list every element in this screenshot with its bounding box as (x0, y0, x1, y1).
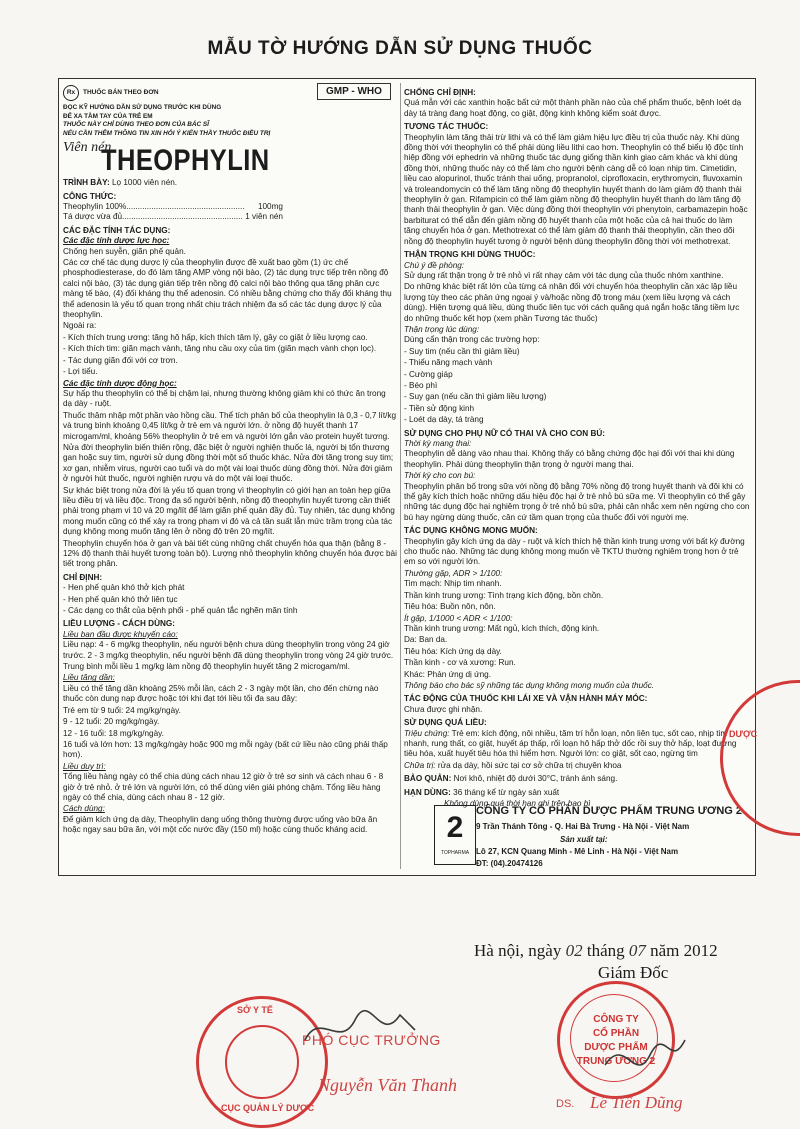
paragraph: rửa dạ dày, hồi sức tại cơ sở chữa trị chuyên khoa (435, 760, 622, 770)
paragraph: Trẻ em: kích động, nôi nhiều, tăm trí hỗn loạn, nôn liên tục, sốt cao, nhịp tim nhanh, rung thất, co giật, huyết áp thấp, rối loạn hô hấp thở dốc rồi suy thở hấp, loạt đường tiêu hóa, xuất huyết tiêu hóa thì hiểm hơn. Người lớn: co giật, sốt cao, ngừng tim (404, 728, 737, 759)
paragraph: 16 tuổi và lớn hơn: 13 mg/kg/ngày hoặc 900 mg mỗi ngày (bất cứ liều nào cũng phải thấp hơn). (63, 739, 388, 760)
paragraph: Để giảm kích ứng dạ dày, Theophylin dạng uống thông thường được uống vào bữa ăn hoặc ngay sau bữa ăn, với một cốc nước đầy (150 ml) hoặc cùng thuốc kháng acid. (63, 814, 378, 835)
paragraph: Theophylin dễ dàng vào nhau thai. Không thấy có bằng chứng độc hại đối với thai khi dùng theophylin. Phải dùng theophylin thận trọng ở người mang thai. (404, 449, 735, 469)
list-item: Thần kinh trung ương: Tình trạng kích động, bồn chồn. (404, 590, 604, 600)
company-phone: ĐT: (04).20474126 (476, 859, 543, 868)
list-item: Thần kinh - cơ và xương: Run. (404, 658, 516, 668)
factory-address: Lô 27, KCN Quang Minh - Mê Linh - Hà Nội - Việt Nam (476, 847, 679, 856)
subheading: Thận trọng lúc dùng: (404, 324, 480, 334)
date-day: 02 (565, 941, 583, 960)
han-dung-note: Không dùng quá thời hạn ghi trên bao bì (444, 799, 591, 808)
label: Triệu chứng: (404, 728, 450, 738)
paragraph: Theophylin chuyển hóa ở gan và bài tiết cùng những chất chuyển hóa qua thận (bằng 8 - 12% độ thanh thải huyết tương toàn bộ). Lượng nhỏ theophylin không chuyển hóa được bài tiết trong phân. (63, 538, 397, 569)
stamp-emblem (225, 1025, 299, 1099)
left-column (63, 85, 397, 837)
ingredient-row (63, 202, 283, 212)
stamp-text-bottom: CỤC QUẢN LÝ DƯỢC (221, 1103, 315, 1113)
list-item: - Béo phì (404, 380, 438, 390)
director-signature (600, 1030, 690, 1090)
month-label: tháng (586, 941, 625, 960)
date-month: 07 (628, 941, 646, 960)
chi-dinh-heading: CHỈ ĐỊNH: (63, 572, 103, 582)
paragraph: 9 - 12 tuổi: 20 mg/kg/ngày. (63, 717, 160, 727)
paragraph: Chưa được ghi nhận. (404, 704, 483, 714)
subheading: Liều ban đầu được khuyến cáo: (63, 629, 178, 639)
lieu-luong-heading: LIỀU LƯỢNG - CÁCH DÙNG: (63, 619, 176, 629)
ingredient-name: Theophylin 100%.................................................... (63, 202, 245, 211)
paragraph: Sử dụng rất thận trọng ở trẻ nhỏ vì rất nhạy cảm với tác dụng của thuốc nhóm xanthine. (404, 270, 724, 280)
deputy-title: PHÓ CỤC TRƯỞNG (302, 1032, 441, 1048)
paragraph: Quá mẫn với các xanthin hoặc bất cứ một thành phần nào của chế phẩm thuốc, bệnh loét dạ dày tá tràng đang hoạt động, co giật, động kinh không kiểm soát được. (404, 98, 742, 118)
warnings (63, 104, 397, 138)
paragraph: Sự khác biệt trong nửa đời là yếu tố quan trọng vì theophylin có giới hạn an toàn hẹp giữa liều điều trị và liều độc. Trong đa số người bệnh, nồng độ theophylin huyết tương cần thiết phải trong phạm vi 10 và 20 mg/lít để làm giãn phế quản đầy đủ. Tuy nhiên, tác dụng không mong muốn cũng có thể xảy ra trong phạm vi đó và cả tần suất lẫn mức trầm trọng của tác dụng không mong muốn tăng lên ở nồng độ trên 20 mg/lít. (63, 485, 395, 537)
page-title: MẪU TỜ HƯỚNG DẪN SỬ DỤNG THUỐC (207, 38, 593, 59)
paragraph: - Kích thích tim: giãn mạch vành, tăng nhu cầu oxy của tim (giãn mạch vành chọn lọc). (63, 344, 377, 354)
trinh-bay-text: Lọ 1000 viên nén. (109, 178, 178, 188)
subheading: Liều duy trì: (63, 761, 106, 771)
paragraph: Các cơ chế tác dụng dược lý của theophylin được đề xuất bao gồm (1) ức chế phosphodiesterase, do đó làm tăng AMP vòng nội bào, (2) tác dụng trực tiếp trên nồng độ calci nội bào, (3) tác dụng gián tiếp trên nồng độ calci nội bào thông qua tăng phân cực màng tế bào, (4) đối kháng thụ thể adenosin. Có nhiều bằng chứng cho thấy đối kháng thụ thể adenosin là yếu tố quan trọng nhất chịu trách nhiệm đa số các tác dụng dược lý của theophylin. (63, 258, 392, 320)
stamp-line: TRUNG ƯƠNG 2 (576, 1056, 656, 1067)
list-item: Khác: Phản ứng dị ứng. (404, 669, 491, 679)
subheading: Chú ý đề phòng: (404, 260, 465, 270)
ingredient-name: Tá dược vừa đủ..................................................... (63, 212, 243, 222)
logo-number: 2 (446, 811, 464, 844)
company-name: CÔNG TY CỔ PHẦN DƯỢC PHẨM TRUNG ƯƠNG 2 (476, 805, 742, 817)
product-name: THEOPHYLIN (101, 143, 270, 177)
han-dung-label: HẠN DÙNG: (404, 787, 451, 797)
tuong-tac-heading: TƯƠNG TÁC THUỐC: (404, 122, 489, 132)
paragraph: - Kích thích trung ương: tăng hô hấp, kích thích tâm lý, gây co giật ở liều lượng cao. (63, 332, 368, 342)
paragraph: Do những khác biệt rất lớn của từng cá nhân đối với chuyển hóa theophylin cần xác lập liều lượng tùy theo các phản ứng ngoại ý và/hoặc nồng độ trong máu (xem liều lượng và cách dùng). Hiện tượng quá liều, dùng thuốc liên tục với cách quãng quá ngắn hoặc tăng tiềm lực do những thuốc kết hợp (xem phần Tương tác thuốc) (404, 282, 740, 323)
warning-4: NẾU CẦN THÊM THÔNG TIN XIN HỎI Ý KIẾN THẦY THUỐC ĐIỀU TRỊ (63, 129, 271, 137)
subheading: Thời kỳ mang thai: (404, 439, 472, 448)
paragraph: Sự hấp thu theophylin có thể bị chậm lại, nhưng thường không giảm khi có thức ăn trong dạ dày - ruột. (63, 388, 386, 409)
director-prefix: DS. (556, 1098, 575, 1110)
paragraph: Trẻ em từ 9 tuổi: 24 mg/kg/ngày. (63, 705, 181, 715)
subheading: Cách dùng: (63, 804, 105, 814)
company-address: 9 Trần Thánh Tông - Q. Hai Bà Trưng - Hà Nội - Việt Nam (476, 822, 690, 831)
paragraph: Thuốc thâm nhập một phần vào hồng cầu. Thể tích phân bố của theophylin là 0,3 - 0,7 lít/kg và trung bình khoảng 0,45 lít/kg ở trẻ em và người lớn. ở nồng độ huyết thanh 17 microgam/ml, khoảng 56% theophylin ở trẻ em và người lớn gắn vào protein huyết tương. (63, 410, 397, 441)
paragraph: Theophylin gây kích ứng dạ dày - ruột và kích thích hệ thần kinh trung ương với bất kỳ đường cho thuốc nào. Những tác dụng không mong muốn về TKTU thường nghiêm trọng hơn ở trẻ em so với người lớn. (404, 536, 745, 567)
list-item: - Các dạng co thắt của bệnh phổi - phế quản tắc nghẽn mãn tính (63, 606, 298, 616)
rx-label: THUỐC BÁN THEO ĐƠN (83, 88, 159, 96)
ingredient-value: 100mg (257, 202, 283, 211)
sign-date (474, 941, 718, 961)
khong-mong-muon-heading: TÁC DỤNG KHÔNG MONG MUỐN: (404, 526, 538, 536)
list-item: - Suy gan (nếu cần thì giảm liều lượng) (404, 392, 547, 402)
list-item: - Hen phế quản khó thở liên tục (63, 594, 178, 604)
paragraph: Ngoài ra: (63, 321, 97, 331)
subheading: Liều tăng dần: (63, 673, 115, 683)
list-item: Tiêu hóa: Buồn nôn, nôn. (404, 602, 496, 612)
subheading: Thường gặp, ADR > 1/100: (404, 568, 503, 578)
stamp-line: CÔNG TY (593, 1014, 639, 1025)
warning-3: THUỐC NÀY CHỈ DÙNG THEO ĐƠN CỦA BÁC SĨ (63, 121, 209, 129)
rx-icon: Rx (63, 85, 79, 101)
deputy-signature (300, 1000, 420, 1060)
trinh-bay-label: TRÌNH BÀY: (63, 178, 110, 188)
deputy-name: Nguyễn Văn Thanh (318, 1075, 457, 1095)
subheading: Ít gặp, 1/1000 < ADR < 1/100: (404, 613, 513, 623)
director-name: Lê Tiến Dũng (590, 1093, 683, 1112)
paragraph: Trung bình mỗi liều 1 mg/kg làm nồng độ theophylin huyết tăng 2 microgam/ml. (63, 662, 350, 672)
year-label: năm 2012 (650, 941, 718, 960)
label: Chữa trị: (404, 760, 436, 770)
warning-1: ĐỌC KỸ HƯỚNG DẪN SỬ DỤNG TRƯỚC KHI DÙNG (63, 104, 222, 111)
made-at-label: Sản xuất tại: (560, 835, 608, 844)
duoc-luc-subheading: Các đặc tính dược lực học: (63, 236, 170, 246)
paragraph: Theophylin làm tăng thải trừ lithi và có thể làm giảm hiệu lực điều trị của thuốc này. Khi dùng đồng thời với theophylin có thể phải dùng liều lithi cao hơn. Theophylin có thể biểu lộ độc tính hiệp đồng với ephedrin và những thuốc tác dụng giống thần kinh giao cảm khác và khi dùng đồng thời, những thuốc này có thể làm cho người bệnh càng dễ có loạn nhịp tim. Cimetidin, liều cao alopurinol, thuốc tránh thai uống, propranolol, ciprofloxacin, erythromycin, fluvoxamin và troleandomycin có thể làm tăng nồng độ theophylin huyết thanh do làm giảm độ thanh thải theophylin ở gan. Rifampicin có thể làm giảm nồng độ theophylin huyết thanh do làm tăng độ thanh thải theophylin ở gan. Việc dùng đồng thời theophylin với phenytoin, carbamazepin hoặc barbiturat có thể dẫn đến giảm nồng độ huyết thanh của một hoặc của cả hai thuốc do làm tăng chuyển hóa ở gan. Methotrexat có thể làm giảm độ thanh thải theophylin, cần theo dõi nồng độ theophylin huyết tương ở người bệnh dùng theophylin đồng thời với methotrexat. (404, 132, 748, 246)
stamp-line: DƯỢC PHẨM (584, 1042, 648, 1053)
paragraph: - Lợi tiểu. (63, 367, 98, 377)
duoc-dong-subheading: Các đặc tính dược động học: (63, 378, 177, 388)
ingredient-row (63, 212, 283, 222)
lai-xe-heading: TÁC ĐỘNG CỦA THUỐC KHI LÁI XE VÀ VẬN HÀNH MÁY MÓC: (404, 694, 648, 704)
list-item: Da: Ban da. (404, 635, 448, 645)
list-item: - Loét dạ dày, tá tràng (404, 415, 484, 425)
list-item: - Cường giáp (404, 369, 453, 379)
paragraph: Liều có thể tăng dần khoảng 25% mỗi lần, cách 2 - 3 ngày một lần, cho đến chừng nào thuốc còn dung nạp được hoặc tới khi đạt tới liều tối đa sau đây: (63, 683, 379, 704)
list-item: - Tiền sử động kinh (404, 403, 475, 413)
list-item: - Thiểu năng mạch vành (404, 358, 493, 368)
paragraph: Chống hen suyễn, giãn phế quản. (63, 246, 186, 256)
paragraph: 12 - 16 tuổi: 18 mg/kg/ngày. (63, 728, 164, 738)
paragraph: Liều nạp: 4 - 6 mg/kg theophylin, nếu người bệnh chưa dùng theophylin trong vòng 24 giờ trước. 2 - 3 mg/kg theophylin, nếu người bệnh đã dùng theophylin trong vòng 24 giờ trước. (63, 640, 394, 660)
dac-tinh-heading: CÁC ĐẶC TÍNH TÁC DỤNG: (63, 225, 171, 235)
right-column (404, 85, 750, 810)
list-item: Thần kinh trung ương: Mất ngủ, kích thích, động kinh. (404, 623, 600, 633)
gmp-badge: GMP - WHO (317, 83, 391, 100)
han-dung-text: 36 tháng kể từ ngày sản xuất (450, 787, 560, 797)
phu-nu-heading: SỬ DỤNG CHO PHỤ NỮ CÓ THAI VÀ CHO CON BÚ: (404, 428, 605, 438)
date-prefix: Hà nội, ngày (474, 941, 562, 960)
list-item: - Suy tim (nếu cần thì giảm liều) (404, 346, 520, 356)
director-title: Giám Đốc (598, 963, 669, 982)
column-divider (400, 83, 401, 869)
cong-thuc-heading: CÔNG THỨC: (63, 191, 117, 201)
chong-chi-dinh-heading: CHỐNG CHỈ ĐỊNH: (404, 88, 476, 97)
list-item: - Hen phế quản khó thở kịch phát (63, 583, 185, 593)
ingredient-value: 1 viên nén (245, 212, 283, 222)
list-item: Tiêu hóa: Kích ứng dạ dày. (404, 646, 502, 656)
qua-lieu-heading: SỬ DỤNG QUÁ LIỀU: (404, 718, 487, 728)
edge-stamp-text: DƯỢC (729, 729, 758, 739)
paragraph: - Tác dụng giãn đối với cơ trơn. (63, 355, 178, 365)
list-item: Tim mạch: Nhịp tim nhanh. (404, 579, 502, 589)
leaflet-box (58, 78, 756, 876)
subheading: Thời kỳ cho con bú: (404, 471, 476, 481)
bao-quan-text: Nơi khô, nhiệt độ dưới 30°C, tránh ánh sáng. (451, 774, 618, 784)
paragraph: Tổng liều hàng ngày có thể chia dùng cách nhau 12 giờ ở trẻ sơ sinh và cách nhau 6 - 8 giờ ở trẻ nhỏ. ở trẻ lớn và người lớn, có thể dùng viên giải phóng chậm. Tổng liều hàng ngày có thể chia, dùng cách nhau 8 - 12 giờ. (63, 772, 384, 802)
paragraph: Nửa đời theophylin biến thiên rộng, đặc biệt ở người nghiện thuốc lá, người bị tổn thương gan hoặc suy tim, người sử dụng đồng thời một số thuốc khác. Nửa đời tăng trong suy tim; xơ gan, nhiễm virus, người cao tuổi và do một vài loại thuốc dùng đồng thời. Nửa đời giảm ở người hút thuốc, người nghiện rượu và do một vài loại thuốc. (63, 442, 394, 484)
stamp-line: CỔ PHẦN (592, 1028, 640, 1039)
warning-2: ĐỂ XA TẦM TAY CỦA TRẺ EM (63, 112, 153, 120)
paragraph: Theophylin phân bố trong sữa với nồng độ bằng 70% nồng độ trong huyết thanh và đôi khi có thể gây kích thích hoặc những dấu hiệu độc hại ở trẻ nhỏ bú sữa mẹ. Vì theophylin có thể gây những tác dụng độc hại nghiêm trọng ở trẻ nhỏ bú sữa, phải cân nhắc xem nên ngừng cho con bú hay ngừng dùng thuốc, cân cứ tầm quan trọng của thuốc đối với người mẹ. (404, 481, 750, 522)
stamp-text-top: SỞ Y TẾ (237, 1005, 273, 1015)
than-trong-heading: THẬN TRỌNG KHI DÙNG THUỐC: (404, 250, 536, 260)
logo-text: TOPHARMA (440, 850, 470, 856)
dosage-form: Viên nén (63, 140, 112, 156)
paragraph: Dùng cẩn thận trong các trường hợp: (404, 335, 540, 345)
note: Thông báo cho bác sỹ những tác dụng không mong muốn của thuốc. (404, 680, 655, 690)
company-logo (434, 805, 476, 865)
bao-quan-label: BẢO QUẢN: (404, 774, 452, 784)
